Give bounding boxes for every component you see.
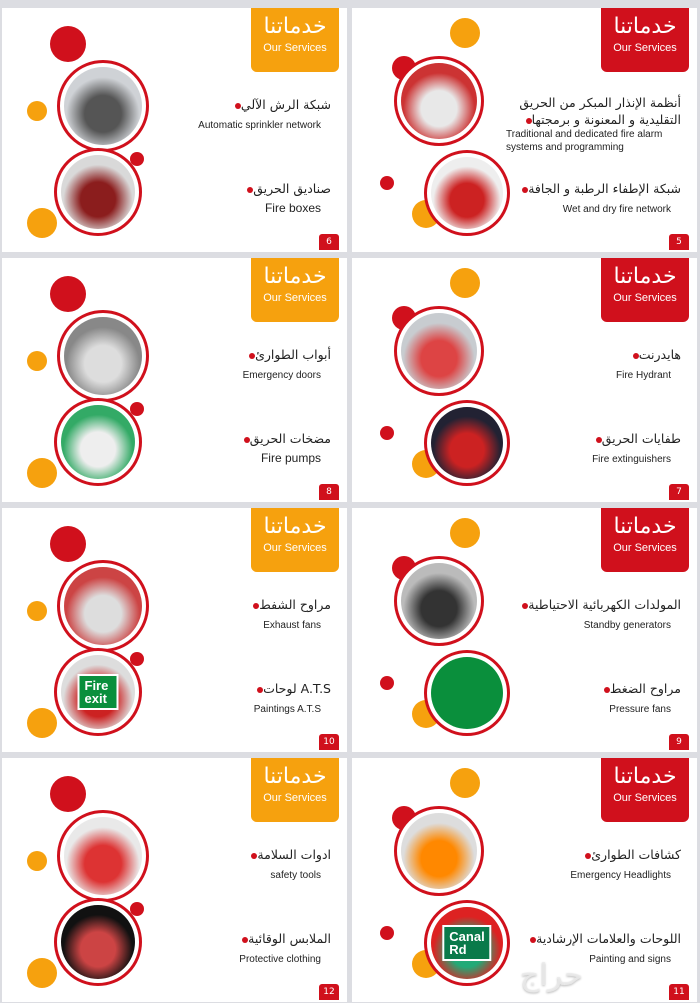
service-item	[506, 94, 681, 154]
decorative-circle	[27, 708, 57, 738]
service-name-ar: طفايات الحريق	[506, 430, 681, 447]
service-item	[506, 430, 681, 466]
service-name-en: Protective clothing	[239, 954, 321, 965]
service-name-ar: كشافات الطوارئ	[506, 846, 681, 863]
header-title-en: Our Services	[613, 42, 677, 54]
decorative-circle	[27, 958, 57, 988]
service-name-ar: اللوحات والعلامات الإرشادية	[506, 930, 681, 947]
service-name-ar: هايدرنت	[506, 346, 681, 363]
decorative-circle	[50, 776, 86, 812]
services-header	[251, 8, 339, 72]
decorative-circle	[27, 101, 47, 121]
service-image	[394, 306, 484, 396]
header-title-ar: خدماتنا	[613, 764, 677, 789]
service-page-7	[352, 258, 697, 502]
decorative-circle	[27, 351, 47, 371]
decorative-circle	[27, 851, 47, 871]
services-header	[251, 258, 339, 322]
service-name-ar: المولدات الكهربائية الاحتياطية	[506, 596, 681, 613]
header-title-ar: خدماتنا	[613, 264, 677, 289]
header-title-ar: خدماتنا	[263, 264, 327, 289]
decorative-circle	[380, 426, 394, 440]
service-image	[424, 900, 510, 986]
header-title-en: Our Services	[263, 292, 327, 304]
service-item	[131, 846, 331, 882]
service-name-ar: مراوح الضغط	[506, 680, 681, 697]
services-header	[601, 8, 689, 72]
decorative-circle	[380, 926, 394, 940]
service-item	[506, 180, 681, 216]
service-image	[424, 650, 510, 736]
service-image	[54, 148, 142, 236]
sign-graphic: Fire exit	[78, 674, 119, 710]
service-item	[131, 180, 331, 216]
page-number: 11	[669, 984, 689, 1000]
service-name-ar: شبكة الإطفاء الرطبة و الجافة	[506, 180, 681, 197]
sign-graphic: Canal Rd	[442, 925, 491, 961]
service-item	[506, 346, 681, 382]
service-name-en: Paintings A.T.S	[253, 704, 321, 715]
service-name-ar: الملابس الوقائية	[131, 930, 331, 947]
service-item	[131, 596, 331, 632]
service-page-9	[352, 508, 697, 752]
service-name-en: Fire pumps	[260, 451, 321, 465]
service-name-ar: ادوات السلامة	[131, 846, 331, 863]
page-number: 8	[319, 484, 339, 500]
watermark-logo: حراج	[520, 958, 583, 993]
services-header	[601, 258, 689, 322]
service-image	[394, 56, 484, 146]
service-image	[54, 398, 142, 486]
page-number: 12	[319, 984, 339, 1000]
service-page-6	[2, 8, 347, 252]
service-image	[424, 400, 510, 486]
header-title-en: Our Services	[613, 292, 677, 304]
decorative-circle	[50, 26, 86, 62]
header-title-ar: خدماتنا	[613, 514, 677, 539]
page-number: 10	[319, 734, 339, 750]
service-image	[394, 556, 484, 646]
service-name-en: Painting and signs	[589, 954, 671, 965]
service-image	[424, 150, 510, 236]
service-page-10	[2, 508, 347, 752]
decorative-circle	[450, 518, 480, 548]
service-item	[131, 930, 331, 966]
service-name-ar: صناديق الحريق	[131, 180, 331, 197]
service-name-en: Traditional and dedicated fire alarm systems and programming	[506, 129, 663, 153]
services-header	[601, 758, 689, 822]
service-item	[506, 596, 681, 632]
header-title-ar: خدماتنا	[613, 14, 677, 39]
service-item	[506, 680, 681, 716]
decorative-circle	[50, 276, 86, 312]
service-item	[131, 680, 331, 716]
decorative-circle	[27, 601, 47, 621]
service-name-en: Exhaust fans	[263, 620, 321, 631]
decorative-circle	[380, 176, 394, 190]
decorative-circle	[450, 768, 480, 798]
service-name-en: safety tools	[270, 870, 321, 881]
service-name-en: Fire extinguishers	[592, 454, 671, 465]
header-title-ar: خدماتنا	[263, 514, 327, 539]
service-image	[394, 806, 484, 896]
header-title-en: Our Services	[263, 42, 327, 54]
service-page-5	[352, 8, 697, 252]
service-name-en: Emergency Headlights	[570, 870, 671, 881]
service-name-en: Automatic sprinkler network	[198, 120, 321, 131]
service-name-ar: أبواب الطوارئ	[131, 346, 331, 363]
decorative-circle	[27, 208, 57, 238]
services-header	[251, 508, 339, 572]
service-name-en: Emergency doors	[242, 370, 321, 381]
service-name-en: Standby generators	[583, 620, 671, 631]
service-name-ar: شبكة الرش الآلي	[131, 96, 331, 113]
services-header	[601, 508, 689, 572]
service-item	[131, 96, 331, 132]
page-number: 5	[669, 234, 689, 250]
page-number: 9	[669, 734, 689, 750]
header-title-en: Our Services	[263, 542, 327, 554]
header-title-en: Our Services	[613, 792, 677, 804]
decorative-circle	[50, 526, 86, 562]
page-number: 6	[319, 234, 339, 250]
service-name-en: Fire boxes	[264, 201, 321, 215]
decorative-circle	[450, 18, 480, 48]
service-name-ar: A.T.S لوحات	[131, 680, 331, 697]
service-image	[54, 898, 142, 986]
services-header	[251, 758, 339, 822]
service-name-ar: مضخات الحريق	[131, 430, 331, 447]
header-title-en: Our Services	[613, 542, 677, 554]
service-item	[131, 430, 331, 466]
header-title-ar: خدماتنا	[263, 764, 327, 789]
header-title-ar: خدماتنا	[263, 14, 327, 39]
service-page-8	[2, 258, 347, 502]
service-name-en: Fire Hydrant	[615, 370, 671, 381]
page-number: 7	[669, 484, 689, 500]
service-name-ar: مراوح الشفط	[131, 596, 331, 613]
service-name-en: Pressure fans	[609, 704, 671, 715]
service-item	[131, 346, 331, 382]
decorative-circle	[380, 676, 394, 690]
service-page-12	[2, 758, 347, 1002]
service-name-en: Wet and dry fire network	[562, 204, 671, 215]
decorative-circle	[27, 458, 57, 488]
service-image	[54, 648, 142, 736]
service-name-ar: أنظمة الإنذار المبكر من الحريق التقليدية و المعنونة و برمجتها	[506, 94, 681, 128]
header-title-en: Our Services	[263, 792, 327, 804]
service-item	[506, 846, 681, 882]
decorative-circle	[450, 268, 480, 298]
